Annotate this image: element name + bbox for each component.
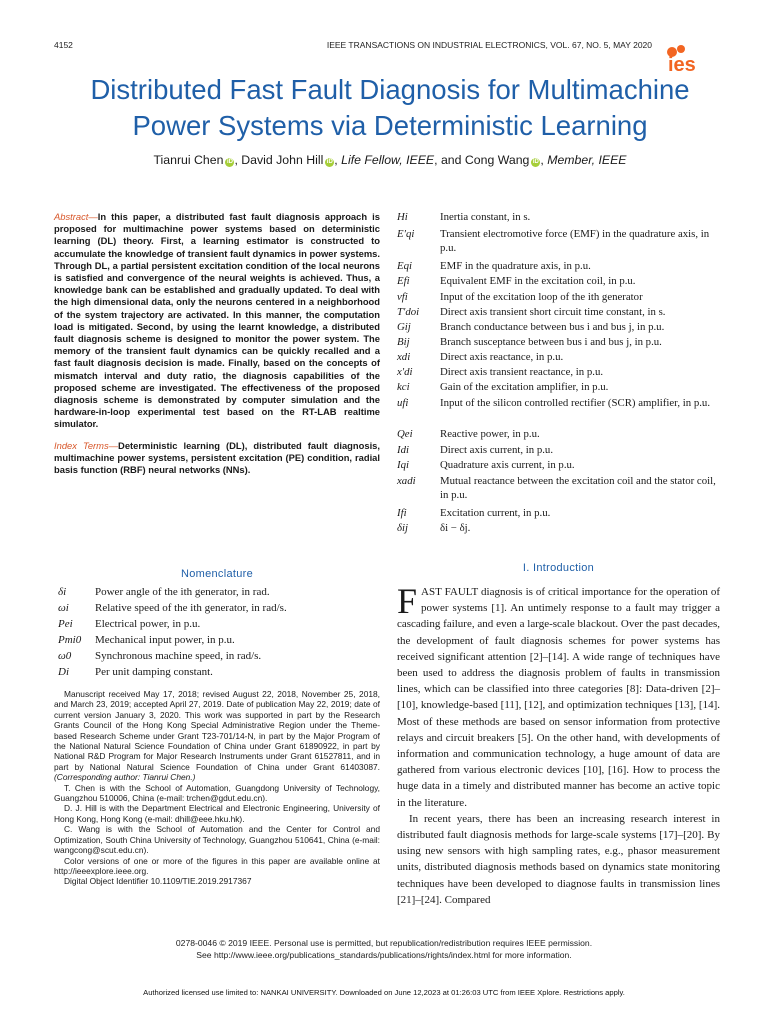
copyright-notice (40, 938, 728, 961)
nomenclature-symbol: δi (58, 586, 67, 598)
abstract (54, 211, 380, 476)
index-terms-label: Index Terms— (54, 439, 119, 451)
paper-title (40, 72, 740, 144)
copyright-line-1: 0278-0046 © 2019 IEEE. Personal use is permitted, but republication/redistribution requires IEEE permission. (175, 938, 593, 948)
footnote-affiliation-hill: D. J. Hill is with the Department Electrical and Electronic Engineering, University of Hong Kong, Hong Kong (e-mail: dhill@eee.hku.hk). (54, 803, 380, 824)
author-2-role: Life Fellow, IEEE (341, 153, 435, 167)
author-line: Tianrui Chen iD , David John Hill iD , Life Fellow, IEEE, and Cong Wang iD , Member, IEEE (153, 153, 627, 167)
nomenclature-symbol: Di (58, 666, 69, 678)
intro-paragraph-1: FAST FAULT diagnosis is of critical importance for the operation of power systems [1]. An untimely response to a fault may trigger a cascading failure, and even a large-scale blackout. Over the past decades, the development of fault diagnosis schemes for power systems has received significant attention [2]–[14]. A wide range of techniques have been used to address the diagnosis problem of faults in transmission lines, which can be classified into three categories [8]: Data-driven [2]–[10], knowledge-based [11], [12], and optimization techniques [13], [14]. Most of these methods are based on sensor information from protective relays and circuit breakers [5]. On the other hand, with developments of information and communication technology, a huge amount of data are gathered from various electronic devices [10], [16]. How to process the huge data in a timely and distributed manner has become an active topic in the literature. (397, 581, 720, 809)
intro-paragraph-2: In recent years, there has been an increasing research interest in distributed fault diagnosis methods for large-scale systems [17]–[20]. By using new sensors with high sampling rates, e.g., phasor measurement units, distributed diagnosis methods based on dynamics state monitoring techniques have been developed to diagnose faults in transmission lines [21]–[24]. Compared (397, 812, 720, 906)
nomenclature-symbol: ωi (58, 602, 69, 614)
nomenclature-definition: Mechanical input power, in p.u. (95, 634, 235, 646)
footnote (54, 689, 380, 887)
nomenclature-symbol: ω0 (58, 650, 72, 662)
ies-logo-text: ies (668, 54, 696, 74)
author-and: and (440, 153, 462, 167)
introduction-heading: I. Introduction (522, 562, 595, 574)
abstract-label: Abstract— (54, 211, 98, 222)
nomenclature-definition: Per unit damping constant. (95, 666, 213, 678)
footnote-color-versions: Color versions of one or more of the figures in this paper are available online at http://ieeexplore.ieee.org. (54, 855, 380, 876)
nomenclature-definition: Relative speed of the ith generator, in rad/s. (95, 602, 287, 614)
author-3: Cong Wang (464, 153, 530, 167)
nomenclature-heading: Nomenclature (180, 568, 254, 580)
drop-cap: F (397, 581, 418, 621)
title-line-2: Power Systems via Deterministic Learning (132, 110, 648, 141)
title-line-1: Distributed Fast Fault Diagnosis for Multimachine (90, 74, 690, 105)
orcid-icon[interactable]: iD (532, 159, 539, 165)
footnote-affiliation-chen: T. Chen is with the School of Automation, Guangdong University of Technology, Guangzhou 510006, China (e-mail: trchen@gdut.edu.cn). (54, 782, 380, 804)
journal-header: IEEE TRANSACTIONS ON INDUSTRIAL ELECTRONICS, VOL. 67, NO. 5, MAY 2020 (326, 40, 652, 50)
abstract-text: In this paper, a distributed fast fault diagnosis approach is proposed for multimachine power systems based on deterministic learning (DL) theory. First, a learning estimator is constructed to accumulate the knowledge of transient fault dynamics in power systems. Through DL, a partial persistent excitation condition of the local neurons is satisfied and convergence of the neural weights is achieved. Thus, a knowledge bank can be established and gradually updated. To deal with the high dimensional data, only the neurons centered in a neighborhood of the system trajectory are activated. In this manner, the computation load is mitigated. Second, by using the learnt knowledge, a distributed fault diagnosis scheme is designed to monitor the power system. The memory of the transient fault dynamics can be quickly recalled and a fast fault diagnosis decision is made. Finally, based on the concepts of mismatch interval and duty ratio, the diagnosis capabilities of the proposed scheme are investigated. The effectiveness of the proposed diagnosis scheme is demonstrated by computer simulation and the hardware-in-loop experimental test based on the RT-LAB realtime simulator. (54, 211, 380, 430)
footnote-doi: Digital Object Identifier 10.1109/TIE.2019.2917367 (64, 876, 252, 887)
orcid-icon[interactable]: iD (226, 159, 233, 165)
corresponding-author: (Corresponding author: Tianrui Chen.) (54, 772, 196, 783)
introduction-body (397, 581, 720, 908)
ies-logo-icon (664, 44, 720, 74)
footnote-affiliation-wang: C. Wang is with the School of Automation and the Center for Control and Optimization, South China University of Technology, Guangzhou 510641, China (e-mail: wangcong@scut.edu.cn). (54, 824, 380, 856)
index-terms-text: Deterministic learning (DL), distributed fault diagnosis, multimachine power systems, persistent excitation (PE) condition, radial basis function (RBF) neural networks (NNs). (54, 439, 380, 476)
authorized-use-footer: Authorized licensed use limited to: NANKAI UNIVERSITY. Downloaded on June 12,2023 at 01:26:03 UTC from IEEE Xplore. Restrictions apply. (143, 988, 625, 997)
copyright-line-2: See http://www.ieee.org/publications_standards/publications/rights/index.html for more information. (196, 949, 572, 960)
author-3-role: Member, IEEE (547, 153, 627, 167)
author-1: Tianrui Chen (153, 153, 224, 167)
nomenclature-definition: Electrical power, in p.u. (95, 618, 201, 630)
nomenclature-symbol: Pei (58, 618, 73, 630)
orcid-icon[interactable]: iD (326, 159, 333, 165)
author-2: David John Hill (241, 153, 324, 167)
nomenclature-definition: Synchronous machine speed, in rad/s. (95, 650, 262, 662)
nomenclature-symbol: Pmi0 (58, 634, 82, 646)
nomenclature-definition: Power angle of the ith generator, in rad. (95, 586, 270, 598)
page-number: 4152 (54, 40, 73, 50)
footnote-manuscript: Manuscript received May 17, 2018; revised August 22, 2018, November 25, 2018, and March 23, 2019; accepted April 27, 2019. Date of publication May 22, 2019; date of current version January 3, 2020. This work was supported in part by the Research Grants Council of the Hong Kong Special Administrative Region under the Theme-based Research Scheme under Grant T23-701/14-N, in part by the Major Program of the National Natural Science Foundation of China under Grant 61890922, in part by National R&D Program for Major Research Instruments under Grant 61527811, and in part by National Natural Science Foundation of China under Grant 61403087. (Corresponding author: Tianrui Chen.) (54, 689, 380, 783)
